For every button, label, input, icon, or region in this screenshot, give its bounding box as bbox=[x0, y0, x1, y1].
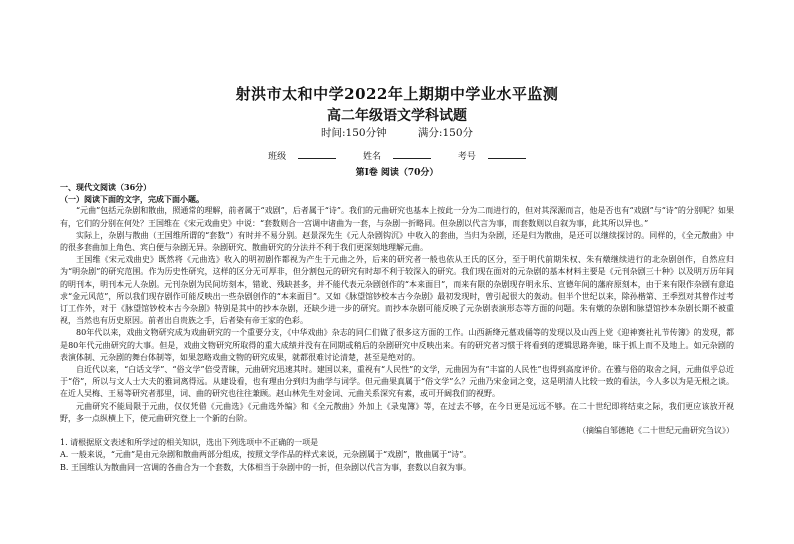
question-stem: 1. 请根据原文表述和所学过的相关知识，选出下列选项中不正确的一项是 bbox=[60, 438, 319, 448]
exam-title: 射洪市太和中学2022年上期期中学业水平监测 bbox=[235, 85, 559, 103]
class-blank bbox=[298, 150, 336, 159]
option-a: A. 一般来说，“元曲”是由元杂剧和散曲两部分组成，按照文学作品的样式来说，元杂剧属于“戏剧”，散曲属于“诗”。 bbox=[60, 450, 472, 460]
reading-section bbox=[60, 181, 734, 474]
paragraph: 元曲研究不能局限于元曲，仅仅凭借《元曲选》《元曲选外编》和《全元散曲》外加上《录鬼簿》等，在过去不够，在今日更是远远不够。在二十世纪即将结束之际，我们更应该放开视野，多一点纵横上下，使元曲研究登上一个新的台阶。 bbox=[60, 401, 734, 423]
exam-subject: 高二年级语文学科试题 bbox=[327, 108, 467, 124]
paragraph: 王国维《宋元戏曲史》既然将《元曲选》收入的明初剧作都视为产生于元曲之外，后来的研究者一般也依从王氏的区分，至于明代前期朱权、朱有燉继续进行的北杂剧创作，自然应归为“明杂剧”的研究范围。作为历史性研究，这样的区分无可厚非，但分割包元的研究有时却不利于较深入的研究。我们现在面对的元杂剧的基本材料主要是《元刊杂剧三十种》以及明万历年间的明刊本，明刊本元人杂剧。元刊杂剧为民间坊刻本，错讹、残缺甚多，并不能代表元杂剧创作的“本来面目”，而来有限的杂剧现存明永乐、宣德年间的藩府原刻本，由于来有限作杂剧有意追求“金元风范”，所以我们现存剧作可能反映出一些杂剧创作的“本来面目”。又如《脉望馆钞校本古今杂剧》最初发现时，曾引起很大的轰动。但半个世纪以来，除孙楷第、王季烈对其曾作过考订工作外，对于《脉望馆钞校本古今杂剧》特别是其中的抄本杂剧，还缺少进一步的研究。而抄本杂剧可能反映了元杂剧表演形态等方面的问题。朱有燉的杂剧和脉望馆抄本杂剧长期不被重视，当然也有历史原因。前者出自贵族之手，后者染有帝王家的色彩。 bbox=[60, 255, 734, 326]
paragraph: 80年代以来，戏曲文物研究成为戏曲研究的一个重要分支，《中华戏曲》杂志的同仁们做了很多这方面的工作。山西新绛元墓戏俑等的发现以及山西上党《迎神赛社礼节传簿》的发现，都是80年代元曲研究的大事。但是，戏曲文物研究所取得的重大成绩并没有在同期或稍后的杂剧研究中反映出来。有的研究者习惯于将看到的逻辑思路奔驰，昧于抓上而不及地上。如元杂剧的表演体制、元杂剧的舞台体制等，如果忽略戏曲文物的研究成果，就都很难讨论清楚，甚至是绝对的。 bbox=[60, 328, 734, 362]
paragraph: “元曲”包括元杂剧和散曲，照通常的理解，前者属于“戏剧”，后者属于“诗”。我们的元曲研究也基本上按此一分为二而进行的，但对其深源而言，他是否也有“戏剧”与“诗”的分别呢？如果有，它们的分别在何处？王国维在《宋元戏曲史》中说：“套数则合一宫调中诸曲为一套，与杂剧一折略同。但杂剧以代言为事，而套数则以自叙为事，此其所以异也。” bbox=[60, 206, 734, 228]
option-b: B. 王国维认为散曲同一宫调的各曲合为一个套数，大体相当于杂剧中的一折，但杂剧以代言为事，套数以自叙为事。 bbox=[60, 462, 471, 472]
paragraph: 自近代以来，“白话文学”、“俗文学”倍受青睐，元曲研究迅速其时。建国以来，重视有“人民性”的文学，元曲因为有“丰富的人民性”也得到高度评价。在雅与俗的取舍之间，元曲似乎总近于“俗”，所以与文人士大夫的雅词离得远。从建设看，也有理由分到归为曲学与词学。但元曲果真属于“俗文学”么？元曲乃宋金词之变，这是明清人比较一致的看法，今人多以为是无根之谈。在近人吴梅、王易等研究者那里，词、曲的研究也往往兼顾。赵山林先生对金词、元曲关系深究有素，或可开阔我们的视野。 bbox=[60, 365, 734, 399]
paragraph: 实际上，杂剧与散曲（王国维所谓的“套数”）有时并不易分别。赵景深先生《元人杂剧钩沉》中收入的套曲，当归为杂剧，还是归为散曲，是还可以继续探讨的。同样的，《全元散曲》中的很多套曲加上角色、宾白便与杂剧无异。杂剧研究、散曲研究的分法并不利于我们更深刻地理解元曲。 bbox=[60, 230, 734, 253]
name-label: 姓名 bbox=[362, 152, 381, 162]
section-heading: 一、现代文阅读（36分） bbox=[60, 182, 152, 192]
id-blank bbox=[488, 150, 526, 159]
student-info bbox=[0, 149, 794, 162]
exam-time: 时间:150分钟 bbox=[320, 127, 387, 139]
sub-heading: （一）阅读下面的文字，完成下面小题。 bbox=[60, 194, 204, 205]
id-field bbox=[452, 152, 532, 162]
exam-score: 满分:150分 bbox=[417, 127, 474, 139]
exam-time-score bbox=[0, 125, 794, 140]
name-blank bbox=[393, 150, 431, 159]
class-field bbox=[262, 152, 342, 162]
volume-heading: 第Ⅰ卷 阅读（70分） bbox=[355, 168, 439, 178]
name-field bbox=[357, 152, 437, 162]
source-citation: （摘编自邹德艳《二十世纪元曲研究刍议》） bbox=[578, 426, 734, 436]
id-label: 考号 bbox=[457, 152, 476, 162]
class-label: 班级 bbox=[268, 152, 287, 162]
